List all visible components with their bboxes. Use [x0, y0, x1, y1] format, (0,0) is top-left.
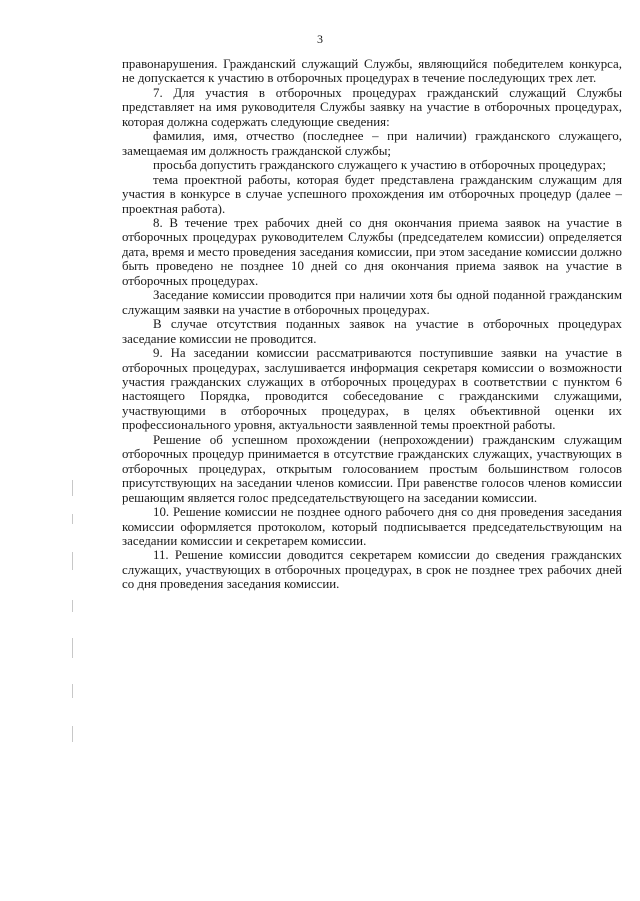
- paragraph-continuation: правонарушения. Гражданский служащий Службы, являющийся победителем конкурса, не допускается к участию в отборочных процедурах в течение последующих трех лет.: [122, 57, 622, 86]
- paragraph-item-9: 9. На заседании комиссии рассматриваются поступившие заявки на участие в отборочных процедурах, заслушивается информация секретаря комиссии о возможности участия гражданских служащих в отборочных процедурах в соответствии с пунктом 6 настоящего Порядка, проводится собеседование с гражданскими служащими, участвующими в отборочных процедурах, в целях объективной оценки их профессионального уровня, актуальности заявленной темы проектной работы.: [122, 346, 622, 433]
- paragraph-item-10: 10. Решение комиссии не позднее одного рабочего дня со дня проведения заседания комиссии оформляется протоколом, который подписывается председательствующим на заседании комиссии и секретарем комиссии.: [122, 505, 622, 548]
- page-number: 3: [317, 32, 323, 46]
- scan-artifact-marks: [72, 470, 74, 770]
- paragraph-item-7-field-name: фамилия, имя, отчество (последнее – при наличии) гражданского служащего, замещаемая им должность гражданской службы;: [122, 129, 622, 158]
- paragraph-item-7-field-topic: тема проектной работы, которая будет представлена гражданским служащим для участия в конкурсе в случае успешного прохождения им отборочных процедур (далее – проектная работа).: [122, 172, 622, 216]
- paragraph-item-11: 11. Решение комиссии доводится секретарем комиссии до сведения гражданских служащих, участвующих в отборочных процедурах, в срок не позднее трех рабочих дней со дня проведения заседания комиссии.: [122, 548, 622, 592]
- paragraph-item-8-quorum: Заседание комиссии проводится при наличии хотя бы одной поданной гражданским служащим заявки на участие в отборочных процедурах.: [122, 288, 622, 317]
- paragraph-item-9-decision: Решение об успешном прохождении (непрохождении) гражданским служащим отборочных процедур принимается в отсутствие гражданских служащих, участвующих в отборочных процедурах, открытым голосованием простым большинством голосов присутствующих на заседании членов комиссии. При равенстве голосов членов комиссии решающим является голос председательствующего на заседании комиссии.: [122, 432, 622, 505]
- paragraph-item-7-field-request: просьба допустить гражданского служащего к участию в отборочных процедурах;: [153, 158, 607, 173]
- paragraph-item-8: 8. В течение трех рабочих дней со дня окончания приема заявок на участие в отборочных процедурах руководителем Службы (председателем комиссии) определяется дата, время и место проведения заседания комиссии, при этом заседание комиссии должно быть проведено не позднее 10 дней со дня окончания приема заявок на участие в отборочных процедурах.: [122, 215, 622, 288]
- document-body: [122, 57, 622, 592]
- paragraph-item-8-no-applications: В случае отсутствия поданных заявок на участие в отборочных процедурах заседание комиссии не проводится.: [122, 317, 622, 346]
- paragraph-item-7: 7. Для участия в отборочных процедурах гражданский служащий Службы представляет на имя руководителя Службы заявку на участие в отборочных процедурах, которая должна содержать следующие сведения:: [122, 85, 622, 129]
